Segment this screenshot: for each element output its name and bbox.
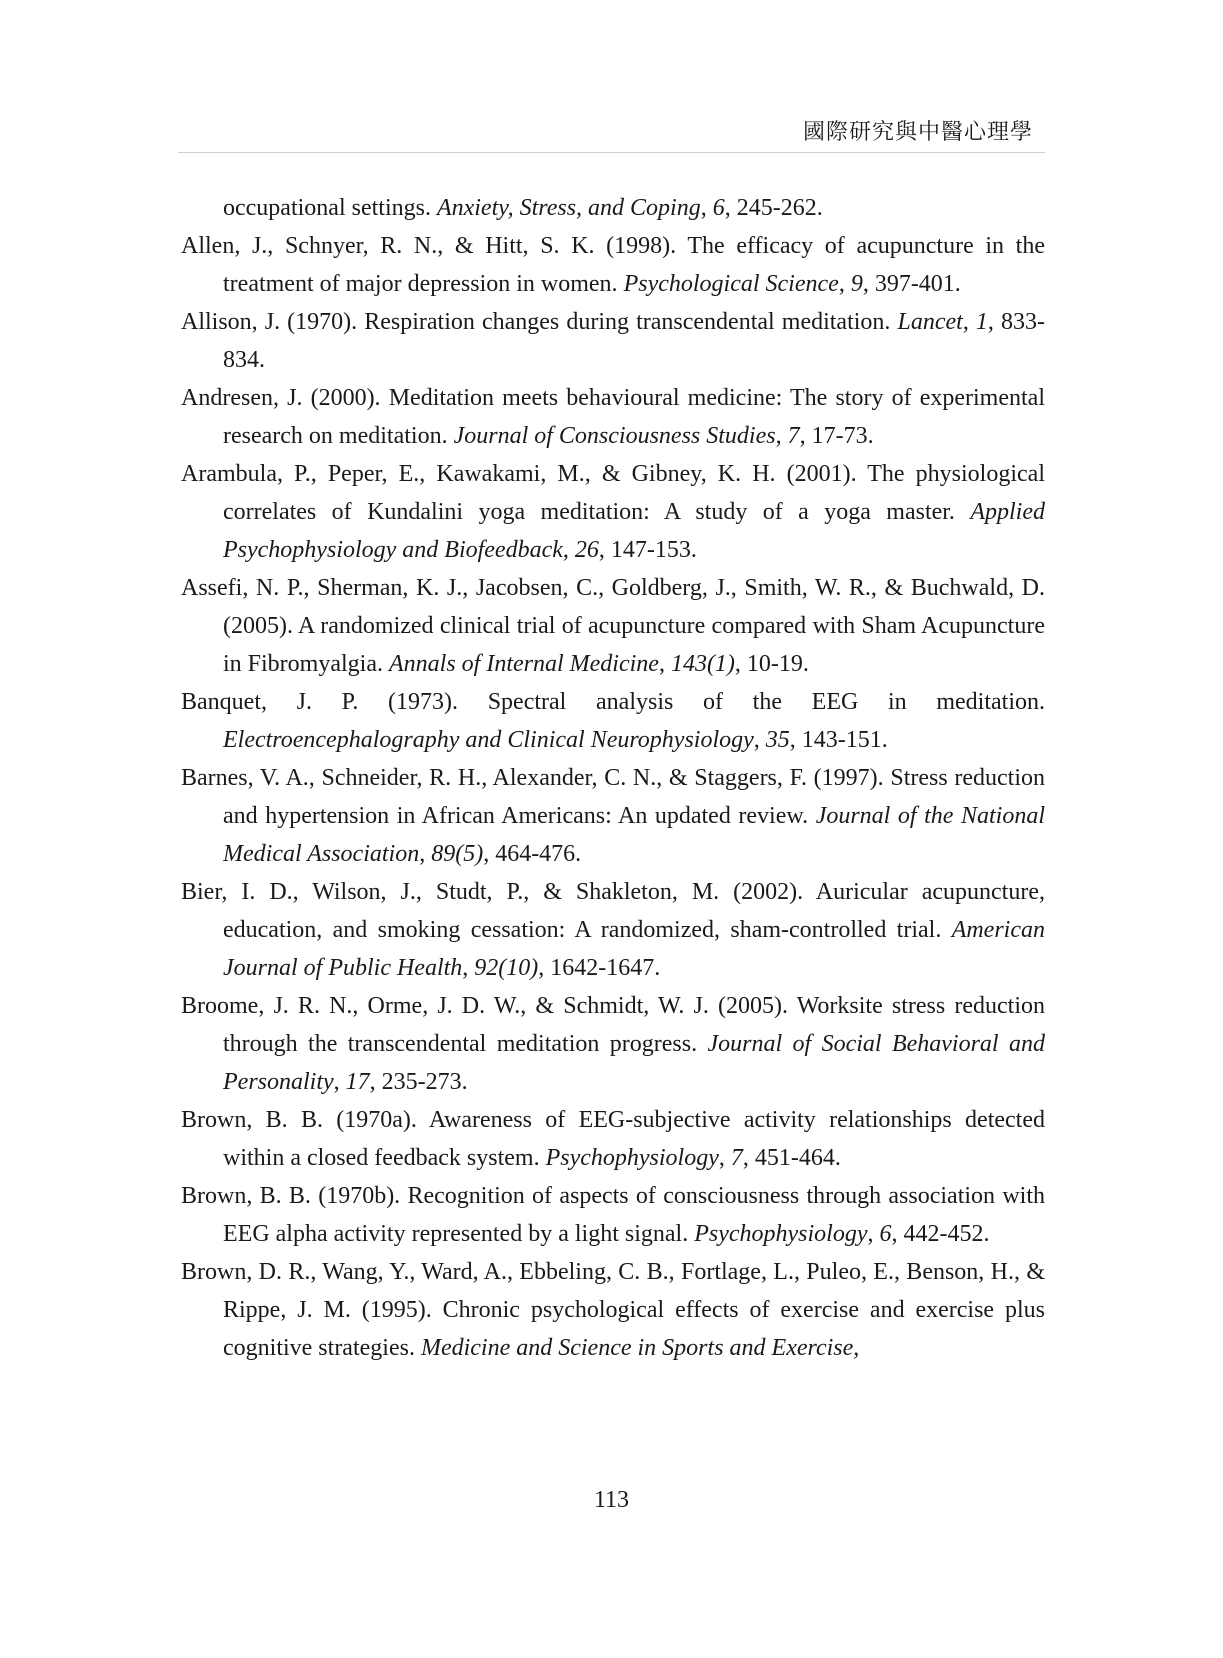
reference-italic-text: 92(10) xyxy=(474,955,539,981)
reference-text: , 833-834. xyxy=(223,309,1045,373)
reference-entry xyxy=(181,987,1045,1101)
reference-text: , xyxy=(962,309,976,335)
reference-text: , xyxy=(867,1221,880,1247)
running-header: 國際研究與中醫心理學 xyxy=(802,120,1033,145)
header-rule xyxy=(178,152,1045,153)
reference-entry xyxy=(181,227,1045,303)
reference-italic-text: Electroencephalography and Clinical Neurophysiology xyxy=(223,727,754,753)
reference-text: , xyxy=(718,1145,731,1171)
reference-entry xyxy=(181,759,1045,873)
reference-text: , 143-151. xyxy=(789,727,888,753)
reference-italic-text: 1 xyxy=(975,309,988,335)
reference-text: , 245-262. xyxy=(724,195,823,221)
reference-text: Brown, D. R., Wang, Y., Ward, A., Ebbeling, C. B., Fortlage, L., Puleo, E., Benson, H., & Rippe, J. M. (1995). Chronic psychological effects of exercise and exercise plus cognitive strategies. xyxy=(181,1259,1045,1361)
reference-text: , xyxy=(753,727,766,753)
reference-italic-text: American Journal of Public Health xyxy=(223,917,1045,981)
reference-italic-text: 7 xyxy=(730,1145,743,1171)
reference-text: , xyxy=(419,841,432,867)
reference-italic-text: Psychophysiology xyxy=(694,1221,868,1247)
reference-entry xyxy=(181,569,1045,683)
reference-text: , 451-464. xyxy=(742,1145,841,1171)
reference-italic-text: Applied Psychophysiology and Biofeedback xyxy=(223,499,1045,563)
reference-entry xyxy=(181,1101,1045,1177)
reference-italic-text: 89(5) xyxy=(431,841,484,867)
reference-entry xyxy=(181,455,1045,569)
reference-entry xyxy=(181,873,1045,987)
reference-text: , xyxy=(775,423,788,449)
reference-italic-text: Annals of Internal Medicine xyxy=(388,651,659,677)
reference-italic-text: 7 xyxy=(787,423,800,449)
reference-italic-text: 6 xyxy=(712,195,725,221)
reference-text: , xyxy=(853,1335,860,1361)
reference-entry xyxy=(181,379,1045,455)
reference-text: Brown, B. B. (1970b). Recognition of aspects of consciousness through association with EEG alpha activity represented by a light signal. xyxy=(181,1183,1045,1247)
reference-list xyxy=(181,189,1045,1367)
reference-text: , xyxy=(333,1069,346,1095)
reference-text: Allen, J., Schnyer, R. N., & Hitt, S. K. (1998). The efficacy of acupuncture in the treatment of major depression in women. xyxy=(181,233,1045,297)
reference-text: , 17-73. xyxy=(799,423,874,449)
reference-italic-text: 9 xyxy=(850,271,863,297)
reference-text: , 235-273. xyxy=(369,1069,468,1095)
reference-text: Andresen, J. (2000). Meditation meets behavioural medicine: The story of experimental research on meditation. xyxy=(181,385,1045,449)
reference-text: , 397-401. xyxy=(862,271,961,297)
reference-italic-text: Psychological Science xyxy=(623,271,839,297)
reference-text: Broome, J. R. N., Orme, J. D. W., & Schmidt, W. J. (2005). Worksite stress reduction through the transcendental meditation progress. xyxy=(181,993,1045,1057)
reference-text: , xyxy=(562,537,575,563)
reference-text: occupational settings. xyxy=(223,195,437,221)
reference-text: , 442-452. xyxy=(891,1221,990,1247)
reference-italic-text: Journal of Consciousness Studies xyxy=(453,423,776,449)
reference-italic-text: Medicine and Science in Sports and Exercise xyxy=(420,1335,854,1361)
reference-italic-text: Lancet xyxy=(897,309,963,335)
reference-italic-text: 143(1) xyxy=(670,651,735,677)
reference-text: , 10-19. xyxy=(734,651,809,677)
reference-italic-text: 26 xyxy=(574,537,599,563)
reference-text: , xyxy=(658,651,671,677)
reference-text: Barnes, V. A., Schneider, R. H., Alexander, C. N., & Staggers, F. (1997). Stress reduction and hypertension in African Americans: An updated review. xyxy=(181,765,1045,829)
reference-text: Banquet, J. P. (1973). Spectral analysis of the EEG in meditation. xyxy=(181,689,1045,715)
reference-text: , xyxy=(838,271,851,297)
reference-italic-text: Journal of the National Medical Association xyxy=(223,803,1045,867)
reference-entry xyxy=(181,683,1045,759)
reference-text: , 147-153. xyxy=(598,537,697,563)
reference-italic-text: 17 xyxy=(345,1069,370,1095)
reference-italic-text: 6 xyxy=(879,1221,892,1247)
reference-text: , xyxy=(462,955,475,981)
reference-text: , 1642-1647. xyxy=(538,955,661,981)
reference-italic-text: Anxiety, Stress, and Coping xyxy=(436,195,701,221)
reference-text: Brown, B. B. (1970a). Awareness of EEG-subjective activity relationships detected within a closed feedback system. xyxy=(181,1107,1045,1171)
reference-italic-text: Journal of Social Behavioral and Personality xyxy=(223,1031,1045,1095)
reference-entry xyxy=(181,1253,1045,1367)
reference-text: Arambula, P., Peper, E., Kawakami, M., & Gibney, K. H. (2001). The physiological correlates of Kundalini yoga meditation: A study of a yoga master. xyxy=(181,461,1045,525)
reference-text: Allison, J. (1970). Respiration changes during transcendental meditation. xyxy=(181,309,898,335)
reference-italic-text: 35 xyxy=(765,727,790,753)
reference-entry xyxy=(181,303,1045,379)
reference-text: Assefi, N. P., Sherman, K. J., Jacobsen, C., Goldberg, J., Smith, W. R., & Buchwald, D. (2005). A randomized clinical trial of acupuncture compared with Sham Acupuncture in Fibromyalgia. xyxy=(181,575,1045,677)
reference-italic-text: Psychophysiology xyxy=(545,1145,719,1171)
reference-continuation xyxy=(181,189,1045,227)
reference-text: Bier, I. D., Wilson, J., Studt, P., & Shakleton, M. (2002). Auricular acupuncture, education, and smoking cessation: A randomized, sham-controlled trial. xyxy=(181,879,1045,943)
reference-text: , xyxy=(700,195,713,221)
page-number: 113 xyxy=(593,1487,630,1513)
reference-entry xyxy=(181,1177,1045,1253)
reference-text: , 464-476. xyxy=(483,841,582,867)
